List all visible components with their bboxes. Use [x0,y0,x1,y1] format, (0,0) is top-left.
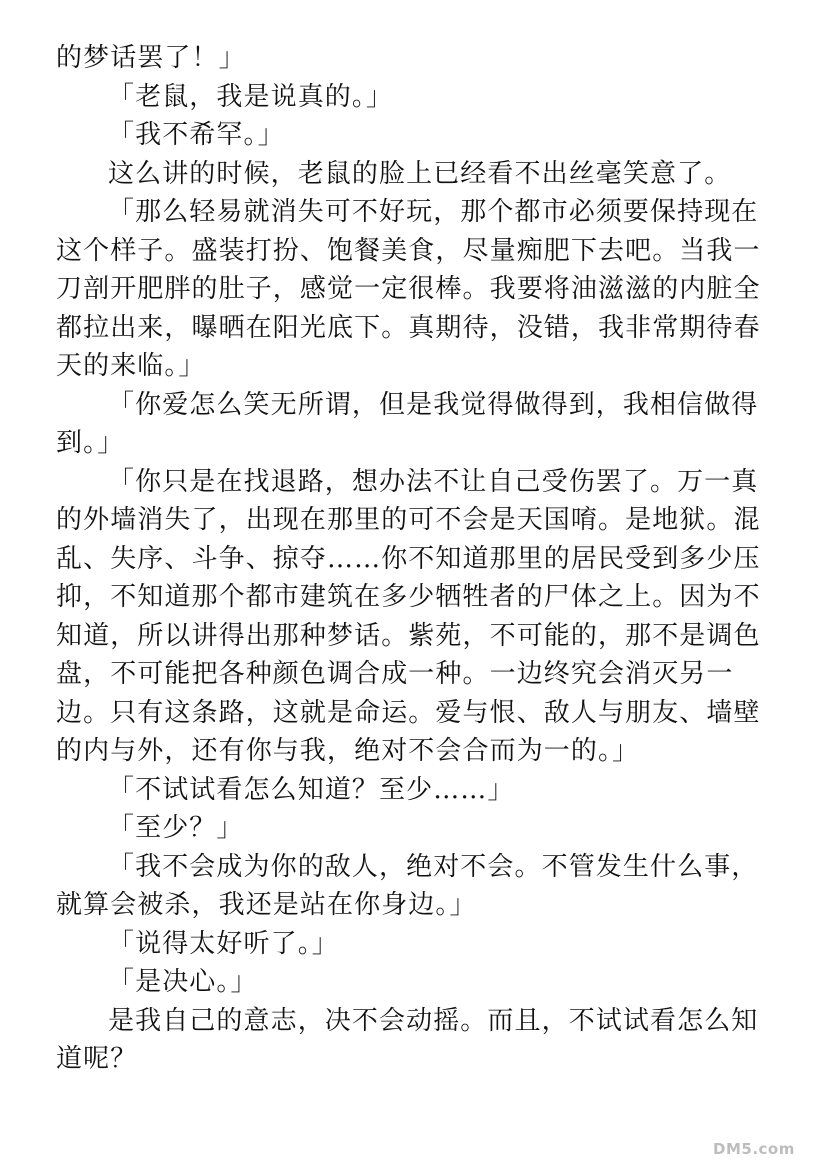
text-line: 的外墙消失了，出现在那里的可不会是天国唷。是地狱。混 [56,505,761,535]
text-line: 的梦话罢了！」 [56,43,246,73]
text-line: 道呢？ [56,1044,138,1074]
text-line: 这个样子。盛装打扮、饱餐美食，尽量痴肥下去吧。当我一 [56,235,761,266]
text-line: 抑，不知道那个都市建筑在多少牺牲者的尸体之上。因为不 [56,582,761,612]
text-line: 盘，不可能把各种颜色调合成一种。一边终究会消灭另一 [56,659,734,689]
text-line: 「我不会成为你的敌人，绝对不会。不管发生什么事， [108,851,759,882]
text-line: 天的来临。」 [56,351,206,381]
text-line: 「说得太好听了。」 [108,928,339,959]
text-line: 的内与外，还有你与我，绝对不会合而为一的。」 [56,736,640,766]
text-line: 知道，所以讲得出那种梦话。紫苑，不可能的，那不是调色 [56,620,761,651]
text-line: 是我自己的意志，决不会动摇。而且，不试试看怎么知 [108,1005,759,1036]
text-line: 到。」 [56,428,125,458]
watermark-logo: DM5.com [713,1140,795,1158]
text-line: 就算会被杀，我还是站在你身边。」 [56,890,477,920]
text-line: 「我不希罕。」 [108,120,285,150]
text-body [56,39,761,1079]
text-line: 「不试试看怎么知道？至少……」 [108,774,515,805]
text-line: 「至少？」 [108,813,244,843]
text-line: 「你爱怎么笑无所谓，但是我觉得做得到，我相信做得 [108,389,759,420]
text-line: 乱、失序、斗争、掠夺……你不知道那里的居民受到多少压 [56,543,761,574]
text-line: 都拉出来，曝晒在阳光底下。真期待，没错，我非常期待春 [56,312,761,343]
text-line: 这么讲的时候，老鼠的脸上已经看不出丝毫笑意了。 [108,158,732,189]
text-line: 「那么轻易就消失可不好玩，那个都市必须要保持现在 [108,197,759,227]
text-line: 边。只有这条路，这就是命运。爱与恨、敌人与朋友、墙壁 [56,697,761,728]
text-line: 「是决心。」 [108,967,258,997]
text-line: 刀剖开肥胖的肚子，感觉一定很棒。我要将油滋滋的内脏全 [56,274,761,304]
text-line: 「老鼠，我是说真的。」 [108,81,394,112]
text-line: 「你只是在找退路，想办法不让自己受伤罢了。万一真 [108,466,759,497]
